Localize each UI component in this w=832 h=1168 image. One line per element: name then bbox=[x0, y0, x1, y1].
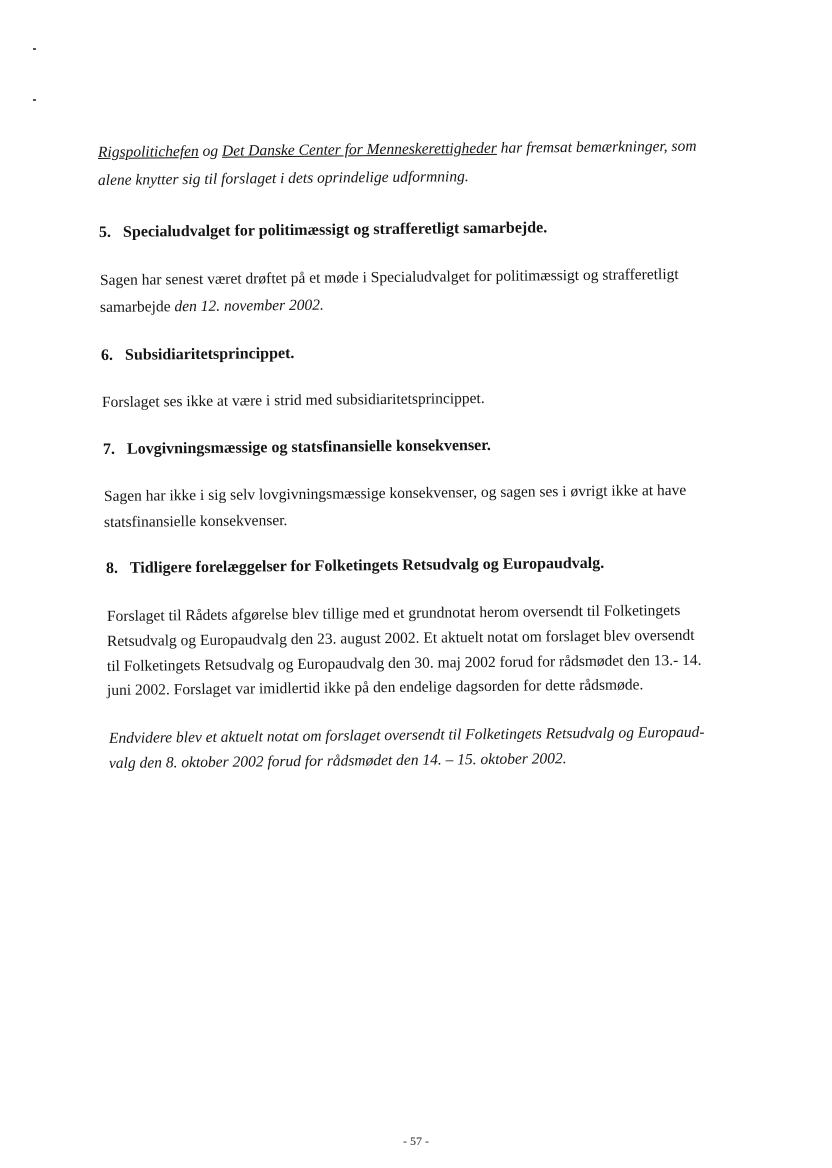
section-6-heading bbox=[101, 343, 295, 367]
section-title: Tidligere forelæggelser for Folketingets Retsudvalg og Europaudvalg. bbox=[129, 554, 605, 577]
section-8-para2-line-2: valg den 8. oktober 2002 forud for rådsmødet den 14. – 15. oktober 2002. bbox=[108, 750, 567, 772]
section-8-para-line-2: Retsudvalg og Europaudvalg den 23. august 2002. Et aktuelt notat om forslaget blev oversendt bbox=[106, 626, 695, 650]
section-8-heading bbox=[106, 553, 604, 580]
section-7-heading bbox=[103, 435, 491, 461]
section-number: 8. bbox=[105, 559, 119, 577]
page-number: - 57 - bbox=[403, 1134, 429, 1148]
meeting-date: den 12. november 2002. bbox=[174, 296, 324, 316]
link-menneskerettigheder: Det Danske Center for Menneskerettigheder bbox=[221, 139, 497, 160]
section-8-para-line-3: til Folketingets Retsudvalg og Europaudvalg den 30. maj 2002 forud for rådsmødet den 13.- 14. bbox=[106, 651, 702, 675]
intro-line-1: Rigspolitichefen og Det Danske Center for Menneskerettigheder har fremsat bemærkninger, som bbox=[97, 137, 697, 161]
section-5-heading bbox=[99, 217, 547, 244]
intro-line-2: alene knytter sig til forslaget i dets oprindelige udformning. bbox=[97, 168, 469, 189]
section-title: Lovgivningsmæssige og statsfinansielle konsekvenser. bbox=[126, 436, 491, 458]
section-number: 5. bbox=[98, 223, 112, 241]
section-5-para-line-2: samarbejde den 12. november 2002. bbox=[99, 296, 324, 316]
section-number: 7. bbox=[102, 440, 116, 458]
section-8-para2-line-1: Endvidere blev et aktuelt notat om forslaget oversendt til Folketingets Retsudvalg og Europaud- bbox=[108, 723, 705, 747]
section-number: 6. bbox=[100, 346, 114, 364]
section-5-para-line-1: Sagen har senest været drøftet på et møde i Specialudvalget for politimæssigt og strafferetligt bbox=[99, 265, 679, 289]
section-6-para-line-1: Forslaget ses ikke at være i strid med subsidiaritetsprincippet. bbox=[101, 389, 485, 411]
scan-speck bbox=[33, 48, 36, 50]
scan-speck bbox=[33, 99, 36, 101]
section-7-para-line-2: statsfinansielle konsekvenser. bbox=[103, 512, 288, 531]
section-title: Specialudvalget for politimæssigt og strafferetligt samarbejde. bbox=[122, 219, 548, 241]
section-8-para-line-4: juni 2002. Forslaget var imidlertid ikke på den endelige dagsorden for dette rådsmøde. bbox=[106, 676, 644, 699]
link-rigspolitichefen: Rigspolitichefen bbox=[97, 142, 199, 161]
section-title: Subsidiaritetsprincippet. bbox=[124, 344, 295, 364]
section-7-para-line-1: Sagen har ikke i sig selv lovgivningsmæssige konsekvenser, og sagen ses i øvrigt ikke at have bbox=[103, 481, 687, 505]
section-8-para-line-1: Forslaget til Rådets afgørelse blev tillige med et grundnotat herom oversendt til Folketingets bbox=[106, 601, 681, 625]
